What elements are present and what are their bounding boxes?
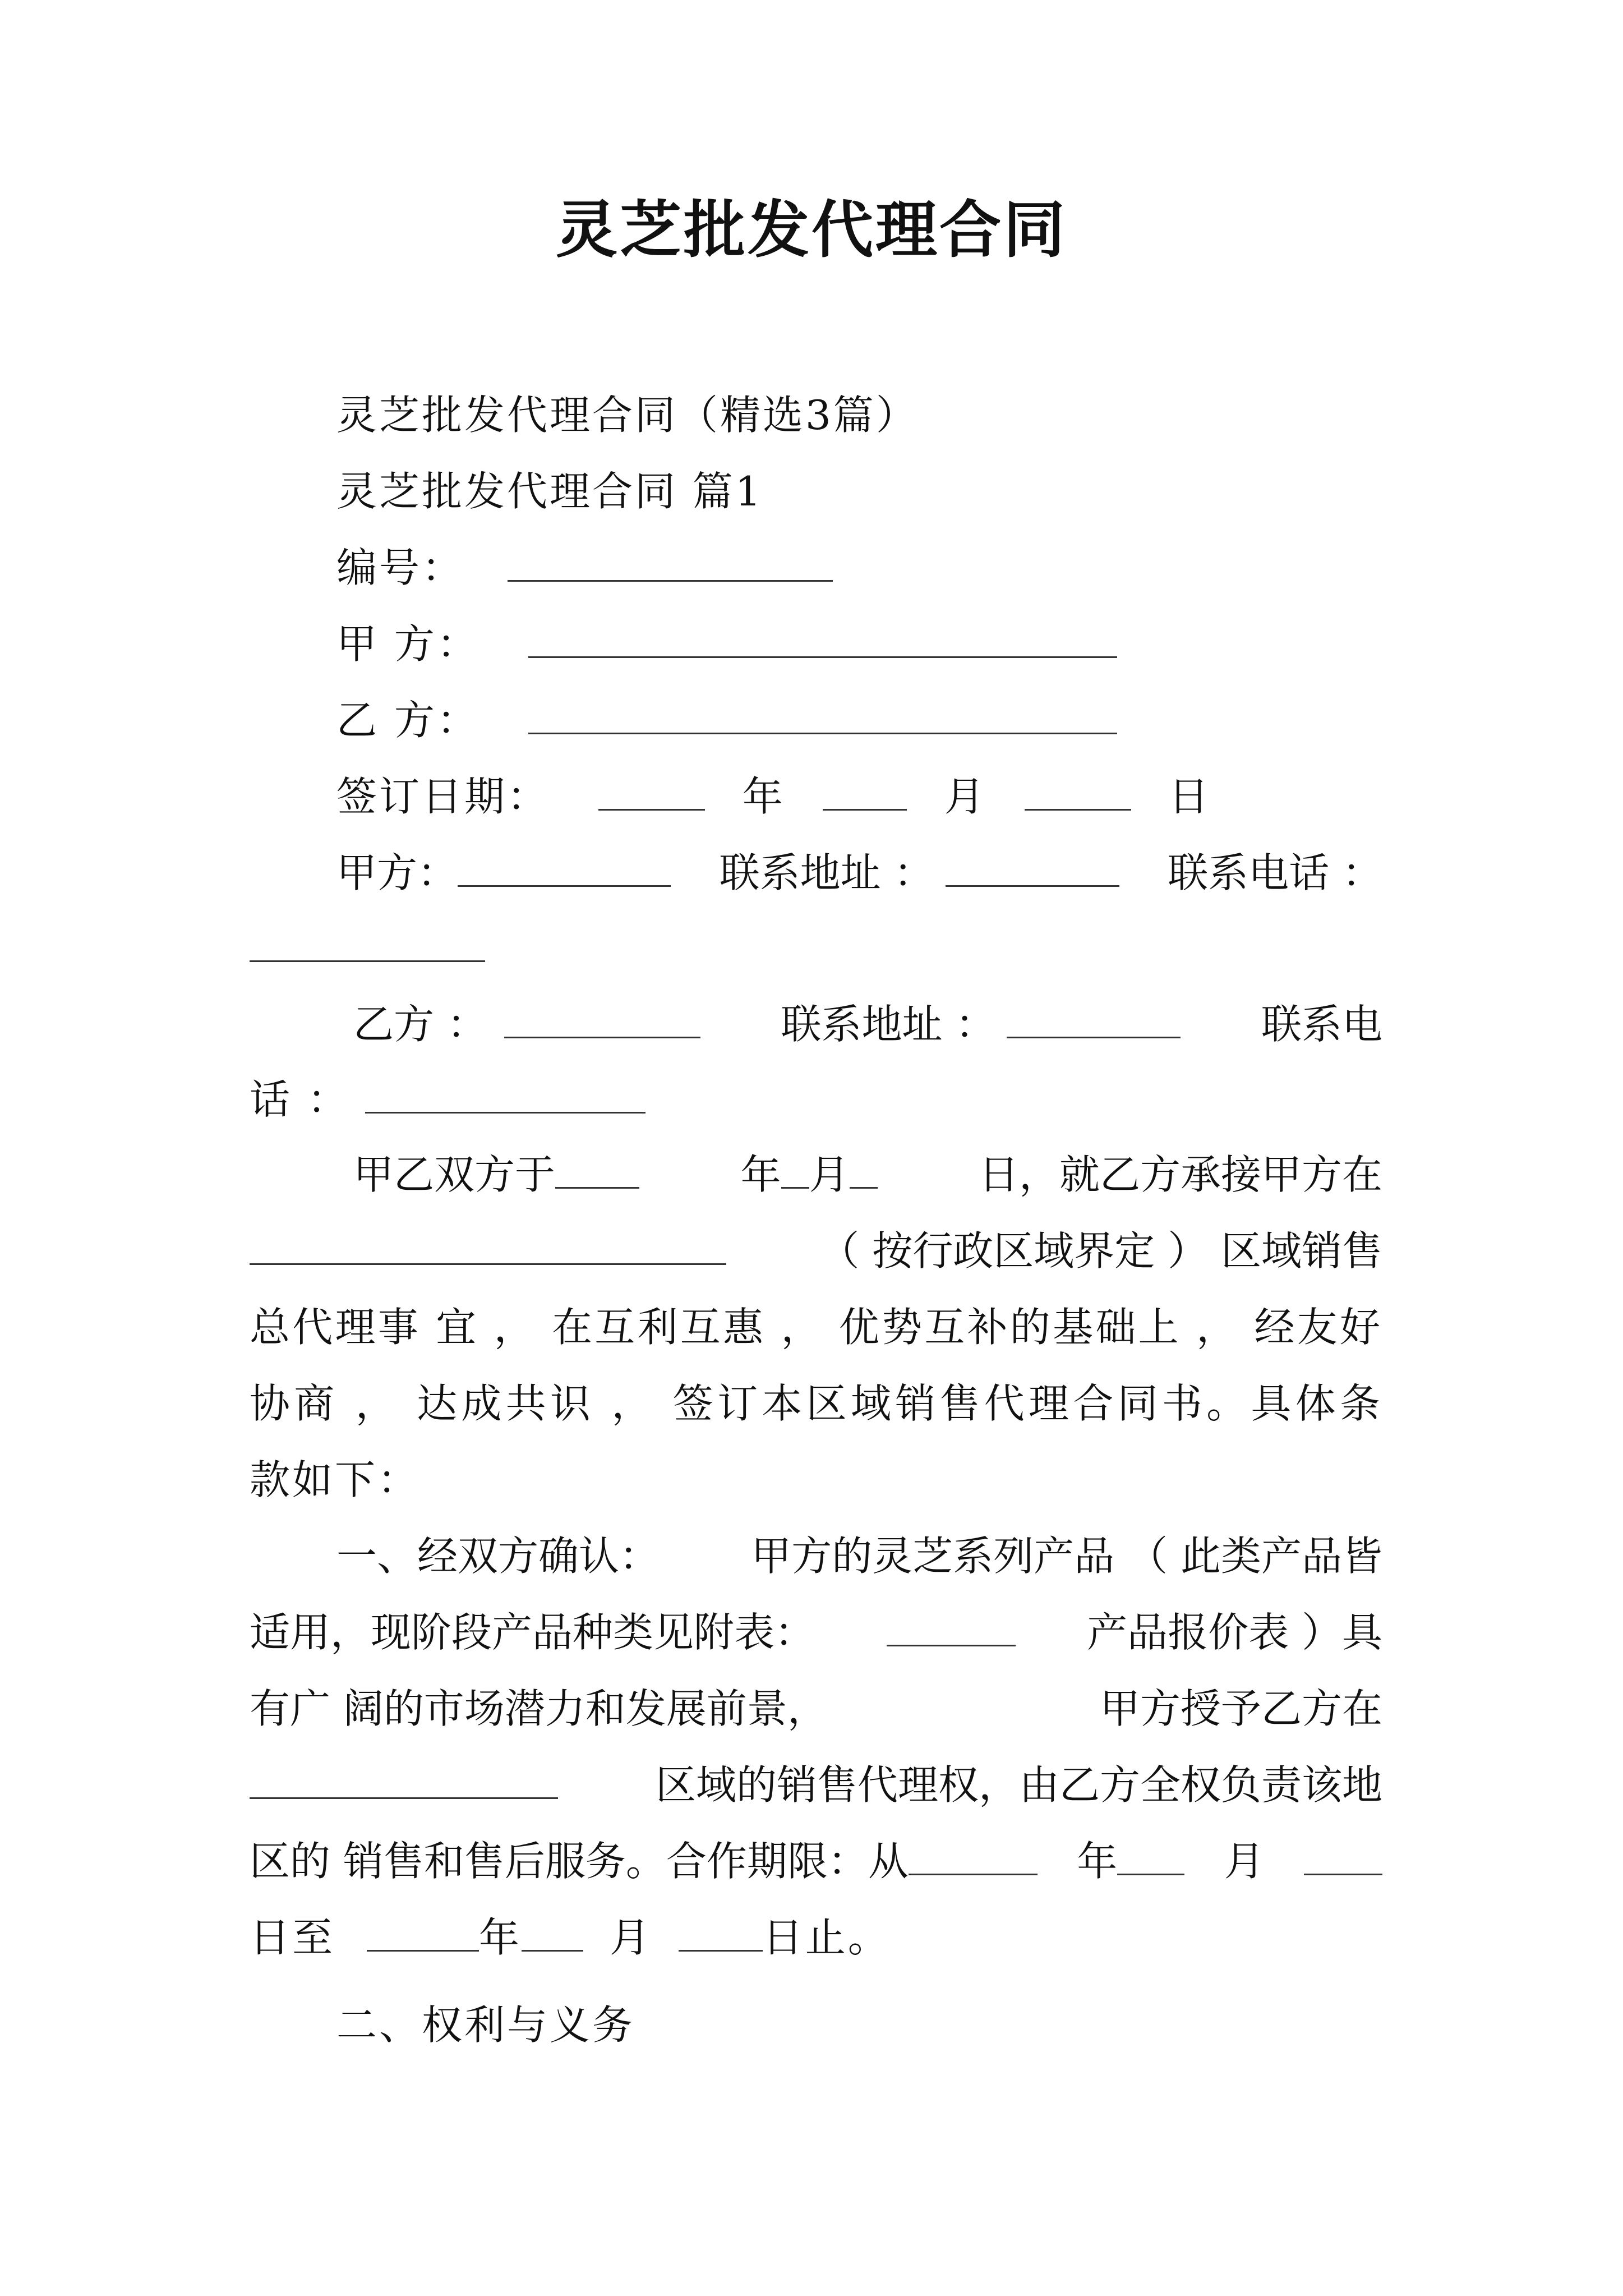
number-blank — [508, 544, 833, 582]
day-blank — [1025, 773, 1131, 811]
para1-line2 — [250, 1223, 1382, 1279]
region-blank — [250, 1227, 726, 1265]
para2-line5 — [250, 1833, 1382, 1889]
party-b-label: 乙 方： — [336, 697, 479, 744]
party-b-blank — [528, 697, 1117, 734]
para2-l4: 区域的销售代理权，由乙方全权负责该地 — [655, 1761, 1382, 1809]
party-b-phone-blank — [365, 1076, 645, 1114]
para1-line3: 总代理事 宜 ， 在互利互惠 ， 优势互补的基础上 ， 经友好 — [250, 1304, 1382, 1351]
end-year-blank — [367, 1914, 479, 1952]
party-a-contact-line — [336, 845, 1382, 901]
para1-region-text: （ 按行政区域界定 ） 区域销售 — [819, 1227, 1382, 1274]
party-b-phone-end: 话 ： — [250, 1076, 350, 1123]
para2-l3a: 有广 阔的市场潜力和发展前景， — [250, 1685, 828, 1732]
number-label: 编号： — [336, 544, 465, 591]
territory-blank — [250, 1761, 558, 1799]
party-b-contact: 乙方 ： — [353, 996, 700, 1052]
para1-line4: 协商 ， 达成共识 ， 签订本区域销售代理合同书。具体条 — [250, 1380, 1382, 1427]
sign-date-field — [336, 769, 1211, 825]
para2-line3 — [250, 1681, 1382, 1737]
party-b-phone-start: 联系电 — [1261, 1001, 1382, 1048]
para1-intro: 甲乙双方于 — [353, 1147, 639, 1203]
year-blank — [598, 773, 705, 811]
party-a-address: 联系地址 ： — [720, 845, 1119, 901]
party-b-address: 联系地址 ： — [781, 996, 1181, 1052]
para2-l1a: 一、经双方确认： — [336, 1533, 660, 1580]
para2-l2b: 产品报价表 ）具 — [1087, 1609, 1382, 1656]
para2-l5c: 月 — [1224, 1838, 1265, 1885]
para1-date: 年 月 — [740, 1147, 877, 1203]
day-label: 日 — [1168, 773, 1211, 820]
para2-line2 — [250, 1604, 1382, 1660]
para2-l2a: 适用，现阶段产品种类见附表： — [250, 1609, 815, 1656]
document-title: 灵芝批发代理合同 — [556, 194, 1067, 266]
document-subtitle: 灵芝批发代理合同（精选3篇） — [336, 392, 919, 439]
para1-line5: 款如下： — [250, 1456, 421, 1503]
para2-l5b: 年 — [1077, 1833, 1184, 1889]
para2-line4 — [250, 1757, 1382, 1813]
para1-continue: 日，就乙方承接甲方在 — [978, 1151, 1382, 1198]
para2-line6: 日至 年 月 日止。 — [250, 1914, 891, 1961]
party-a-phone-blank-line — [250, 920, 485, 976]
party-b-phone-line — [250, 1071, 645, 1128]
party-a-phone-blank — [250, 924, 485, 962]
party-b-field — [336, 692, 1117, 748]
year-label: 年 — [742, 773, 785, 820]
month-label: 月 — [944, 773, 987, 820]
party-a-field — [336, 616, 1117, 672]
end-month-blank — [522, 1914, 583, 1952]
party-b-contact-line — [353, 996, 1382, 1052]
month-blank — [823, 773, 907, 811]
para2-l3b: 甲方授予乙方在 — [1099, 1685, 1382, 1732]
para1-line1 — [353, 1147, 1382, 1203]
party-a-phone: 联系电话 ： — [1168, 849, 1382, 896]
para2-l1b: 甲方的灵芝系列产品 （ 此类产品皆 — [751, 1533, 1382, 1580]
end-day-blank — [679, 1914, 763, 1952]
party-a-contact: 甲方： — [336, 845, 671, 901]
section-2-heading: 二、权利与义务 — [336, 2001, 635, 2049]
start-day-blank — [1304, 1838, 1382, 1875]
para2-line1 — [336, 1528, 1382, 1584]
sign-date-label: 签订日期： — [336, 773, 550, 820]
party-a-blank — [528, 620, 1117, 658]
para2-l5a: 区的 销售和售后服务。合作期限：从 — [250, 1833, 1038, 1889]
price-list-blank — [887, 1609, 1016, 1646]
party-a-label: 甲 方： — [336, 620, 479, 668]
part-heading: 灵芝批发代理合同 篇1 — [336, 468, 763, 515]
number-field — [336, 540, 833, 596]
